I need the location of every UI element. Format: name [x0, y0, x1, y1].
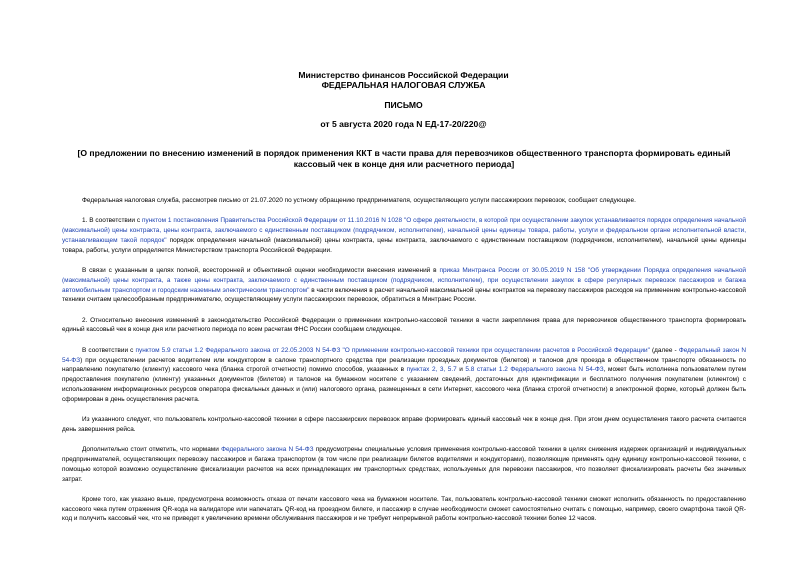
text-run: (далее -: [649, 346, 679, 354]
paragraph-intro: Федеральная налоговая служба, рассмотрев письмо от 21.07.2020 по устному обращению предпринимателя, осуществляющего услуги пассажирских перевозок, сообщает следующее.: [82, 197, 636, 204]
text-run: Дополнительно стоит отметить, что нормами: [82, 446, 222, 454]
paragraph-6: [62, 445, 746, 484]
paragraph-1: [62, 216, 746, 255]
document-date-number: от 5 августа 2020 года N ЕД-17-20/220@: [320, 119, 487, 129]
text-run: в части включения в расчет начальной максимальной цены контрактов на перевозку пассажиров расходов на применение контрольно-кассовой техники считаем целесообразным предпринимателю, осуществляющему услуги пассажирских перевозок, обратиться в Минтранс России.: [62, 286, 746, 304]
text-run: 1. В соответствии с: [82, 217, 142, 225]
link-54fz-norms[interactable]: Федерального закона N 54-ФЗ: [221, 446, 314, 454]
service-name: ФЕДЕРАЛЬНАЯ НАЛОГОВАЯ СЛУЖБА: [321, 80, 486, 90]
text-run: В связи с указанным в целях полной, всесторонней и объективной оценки необходимости внесения изменений в: [82, 266, 440, 274]
document-subject: [О предложении по внесению изменений в порядок применения ККТ в части права для перевозчиков общественного транспорта формировать единый кассовый чек в конце дня или расчетного периода]: [77, 148, 731, 169]
paragraph-2: [62, 266, 746, 305]
text-run: и: [456, 366, 466, 374]
link-54fz-article-1-2-p5-9[interactable]: пунктом 5.9 статьи 1.2 Федерального закона от 22.05.2003 N 54-ФЗ "О применении контрольно-кассовой техники при осуществлении расчетов в Российской Федерации": [135, 346, 650, 354]
text-run: В соответствии с: [82, 346, 136, 354]
text-run: ) при осуществлении расчетов водителем или кондуктором в салоне транспортного средства при реализации проездных документов (билетов) и талонов для проезда в общественном транспорте обязанность по направлению покупателю (клиенту) кассового чека (бланка строгой отчетности) помимо способов, указанных в: [62, 356, 746, 374]
text-run: , может быть исполнена пользователем путем предоставления покупателю (клиенту) указанных документов (билетов) и талонов на бумажном носителе с указанием сведений, достаточных для идентификации и бесплатного получения покупателем (клиентом) с использованием информационных ресурсов оператора фискальных данных и (или) налогового органа, размещенных в сети Интернет, кассового чека (бланка строгой отчетности) в электронной форме, который должен быть сформирован в день осуществления расчета.: [62, 366, 746, 403]
link-54fz[interactable]: Федеральный закон N 54-ФЗ: [62, 346, 746, 364]
document-type: ПИСЬМО: [384, 100, 423, 110]
paragraph-4: [62, 346, 746, 405]
link-mintrans-order-158[interactable]: приказ Минтранса России от 30.05.2019 N 158 "Об утверждении Порядка определения начальной (максимальной) цены контракта, а также цены контракта, заключаемого с единственным поставщиком (подрядчиком, исполнителем), при осуществлении закупок в сфере регулярных перевозок пассажиров и багажа автомобильным транспортом и городским наземным электрическим транспортом": [62, 266, 746, 294]
paragraph-3: 2. Относительно внесения изменений в законодательство Российской Федерации о применении контрольно-кассовой техники в части закрепления права для перевозчиков общественного транспорта формировать единый кассовый чек в конце дня или расчетного периода по всем расчетам ФНС России сообщаем следующее.: [62, 316, 746, 334]
ministry-name: Министерство финансов Российской Федерации: [298, 70, 509, 80]
link-54fz-points-2-3-5-7[interactable]: пунктах 2, 3, 5.7: [406, 366, 457, 374]
paragraph-5: Из указанного следует, что пользователь контрольно-кассовой техники в сфере пассажирских перевозок вправе формировать единый кассовый чек в конце дня. При этом днем осуществления такого расчета считается день завершения рейса.: [62, 416, 746, 433]
document-body: [62, 196, 746, 524]
paragraph-7: Кроме того, как указано выше, предусмотрена возможность отказа от печати кассового чека на бумажном носителе. Так, пользователь контрольно-кассовой техники сможет исполнить обязанность по предоставлению кассового чека путем отражения QR-кода на валидаторе или напечатать QR-код на проездном билете, и пассажир в случае необходимости сможет самостоятельно считать с помощью, например, своего смартфона такой QR-код и получить кассовый чек, что не приведет к увеличению времени обслуживания пассажиров и не требует непрерывной работы контрольно-кассовой техники более 12 часов.: [62, 495, 746, 523]
text-run: порядок определения начальной (максимальной) цены контракта, цены контракта, заключаемого с единственным поставщиком (подрядчиком, исполнителем), начальной цены единицы товара, работы, услуги определяется Министерством транспорта Российской Федерации.: [62, 236, 746, 254]
link-government-decree-1028[interactable]: пунктом 1 постановления Правительства Российской Федерации от 11.10.2016 N 1028 "О сфере деятельности, в которой при осуществлении закупок устанавливается порядок определения начальной (максимальной) цены контракта, цены контракта, заключаемого с единственным поставщиком (подрядчиком, исполнителем), начальной цены единицы товара, работы, услуги и федеральном органе исполнительной власти, устанавливающем такой порядок": [62, 217, 746, 244]
link-54fz-point-5-8[interactable]: 5.8 статьи 1.2 Федерального закона N 54-ФЗ: [465, 366, 604, 374]
text-run: предусмотрены специальные условия применения контрольно-кассовой техники в целях снижения издержек организаций и индивидуальных предпринимателей, осуществляющих перевозку пассажиров и багажа транспортом (в том числе при реализации билетов водителями и кондукторами), позволяющие применять одну единицу контрольно-кассовой техники, с помощью которой возможно осуществление фискализации расчетов на всех принадлежащих им транспортных средствах, используемых для перевозки пассажиров, что позволяет фискализировать расчеты без значимых затрат.: [62, 446, 746, 483]
